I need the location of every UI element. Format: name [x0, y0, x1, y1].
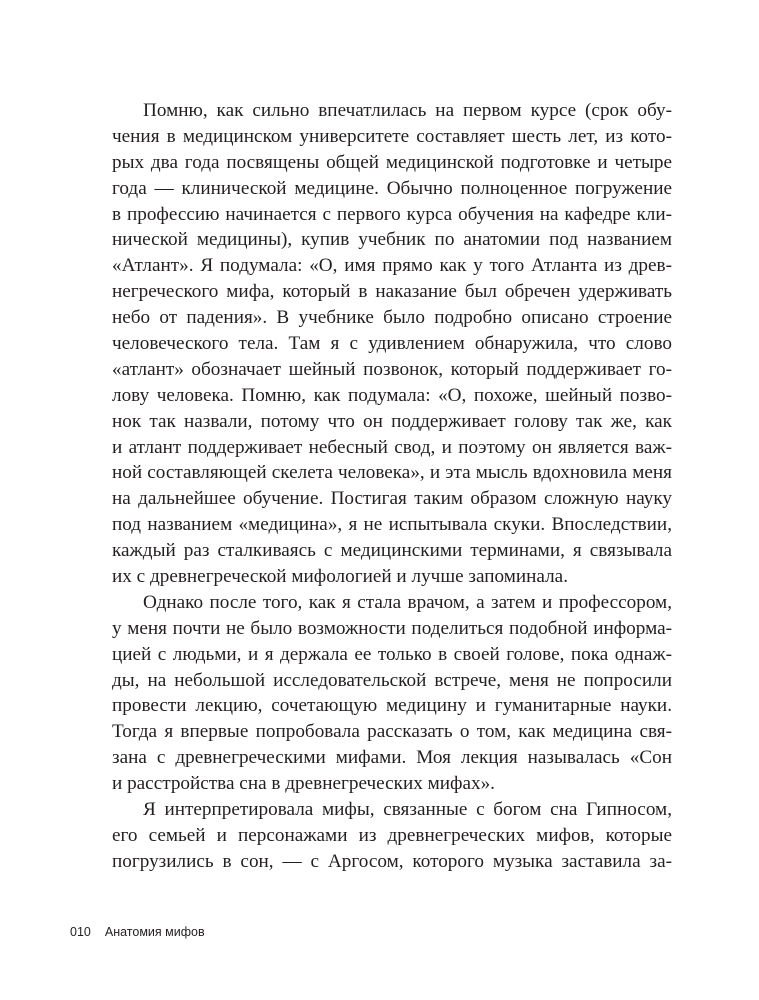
text-line: «атлант» обозначает шейный позвонок, который поддерживает го- [112, 358, 672, 380]
text-line: цией с людьми, и я держала ее только в своей голове, пока однаж- [112, 643, 672, 665]
text-line: Помню, как сильно впечатлилась на первом курсе (срок обу- [143, 100, 672, 121]
text-line: Я интерпретировала мифы, связанные с богом сна Гипносом, [143, 799, 672, 821]
text-line: в профессию начинается с первого курса обучения на кафедре кли- [112, 203, 672, 225]
text-line: ды, на небольшой исследовательской встрече, меня не попросили [112, 669, 672, 691]
text-line: погрузились в сон, — с Аргосом, которого музыка заставила за- [112, 850, 672, 872]
text-line: нической медицины), купив учебник по анатомии под названием [112, 229, 672, 251]
text-line: и расстройства сна в древнегреческих мифах». [112, 773, 495, 795]
text-line: человеческого тела. Там я с удивлением обнаружила, что слово [112, 333, 672, 355]
paragraph [112, 797, 672, 875]
page-number: 010 [70, 925, 91, 939]
text-line: лову человека. Помню, как подумала: «О, похоже, шейный позво- [112, 384, 672, 406]
text-line: года — клинической медицине. Обычно полноценное погружение [112, 177, 672, 199]
text-line: провести лекцию, сочетающую медицину и гуманитарные науки. [112, 695, 672, 717]
paragraph [112, 98, 672, 590]
text-line: на дальнейшее обучение. Постигая таким образом сложную науку [112, 488, 672, 510]
text-line: негреческого мифа, который в наказание был обречен удерживать [112, 281, 672, 303]
body-text [112, 98, 672, 875]
text-line: Однако после того, как я стала врачом, а затем и профессором, [143, 591, 672, 613]
text-line: его семьей и персонажами из древнегреческих мифов, которые [112, 824, 672, 846]
text-line: у меня почти не было возможности поделиться подобной информа- [112, 617, 672, 639]
text-line: чения в медицинском университете составляет шесть лет, из кото- [112, 125, 672, 147]
text-line: «Атлант». Я подумала: «О, имя прямо как у того Атланта из древ- [112, 255, 672, 277]
text-line: и атлант поддерживает небесный свод, и поэтому он является важ- [112, 436, 672, 458]
paragraph [112, 590, 672, 797]
text-line: Тогда я впервые попробовала рассказать о том, как медицина свя- [112, 721, 672, 743]
text-line: рых два года посвящены общей медицинской подготовке и четыре [112, 151, 672, 173]
running-title: Анатомия мифов [104, 925, 205, 939]
text-line: нок так назвали, потому что он поддерживает голову так же, как [112, 410, 672, 432]
text-line: под названием «медицина», я не испытывала скуки. Впоследствии, [112, 514, 672, 536]
text-line: небо от падения». В учебнике было подробно описано строение [112, 307, 672, 329]
text-line: зана с древнегреческими мифами. Моя лекция называлась «Сон [112, 747, 672, 769]
text-line: каждый раз сталкиваясь с медицинскими терминами, я связывала [112, 540, 672, 562]
text-line: их с древнегреческой мифологией и лучше запоминала. [112, 566, 568, 588]
text-line: ной составляющей скелета человека», и эта мысль вдохновила меня [112, 462, 672, 484]
page-footer [70, 925, 205, 939]
